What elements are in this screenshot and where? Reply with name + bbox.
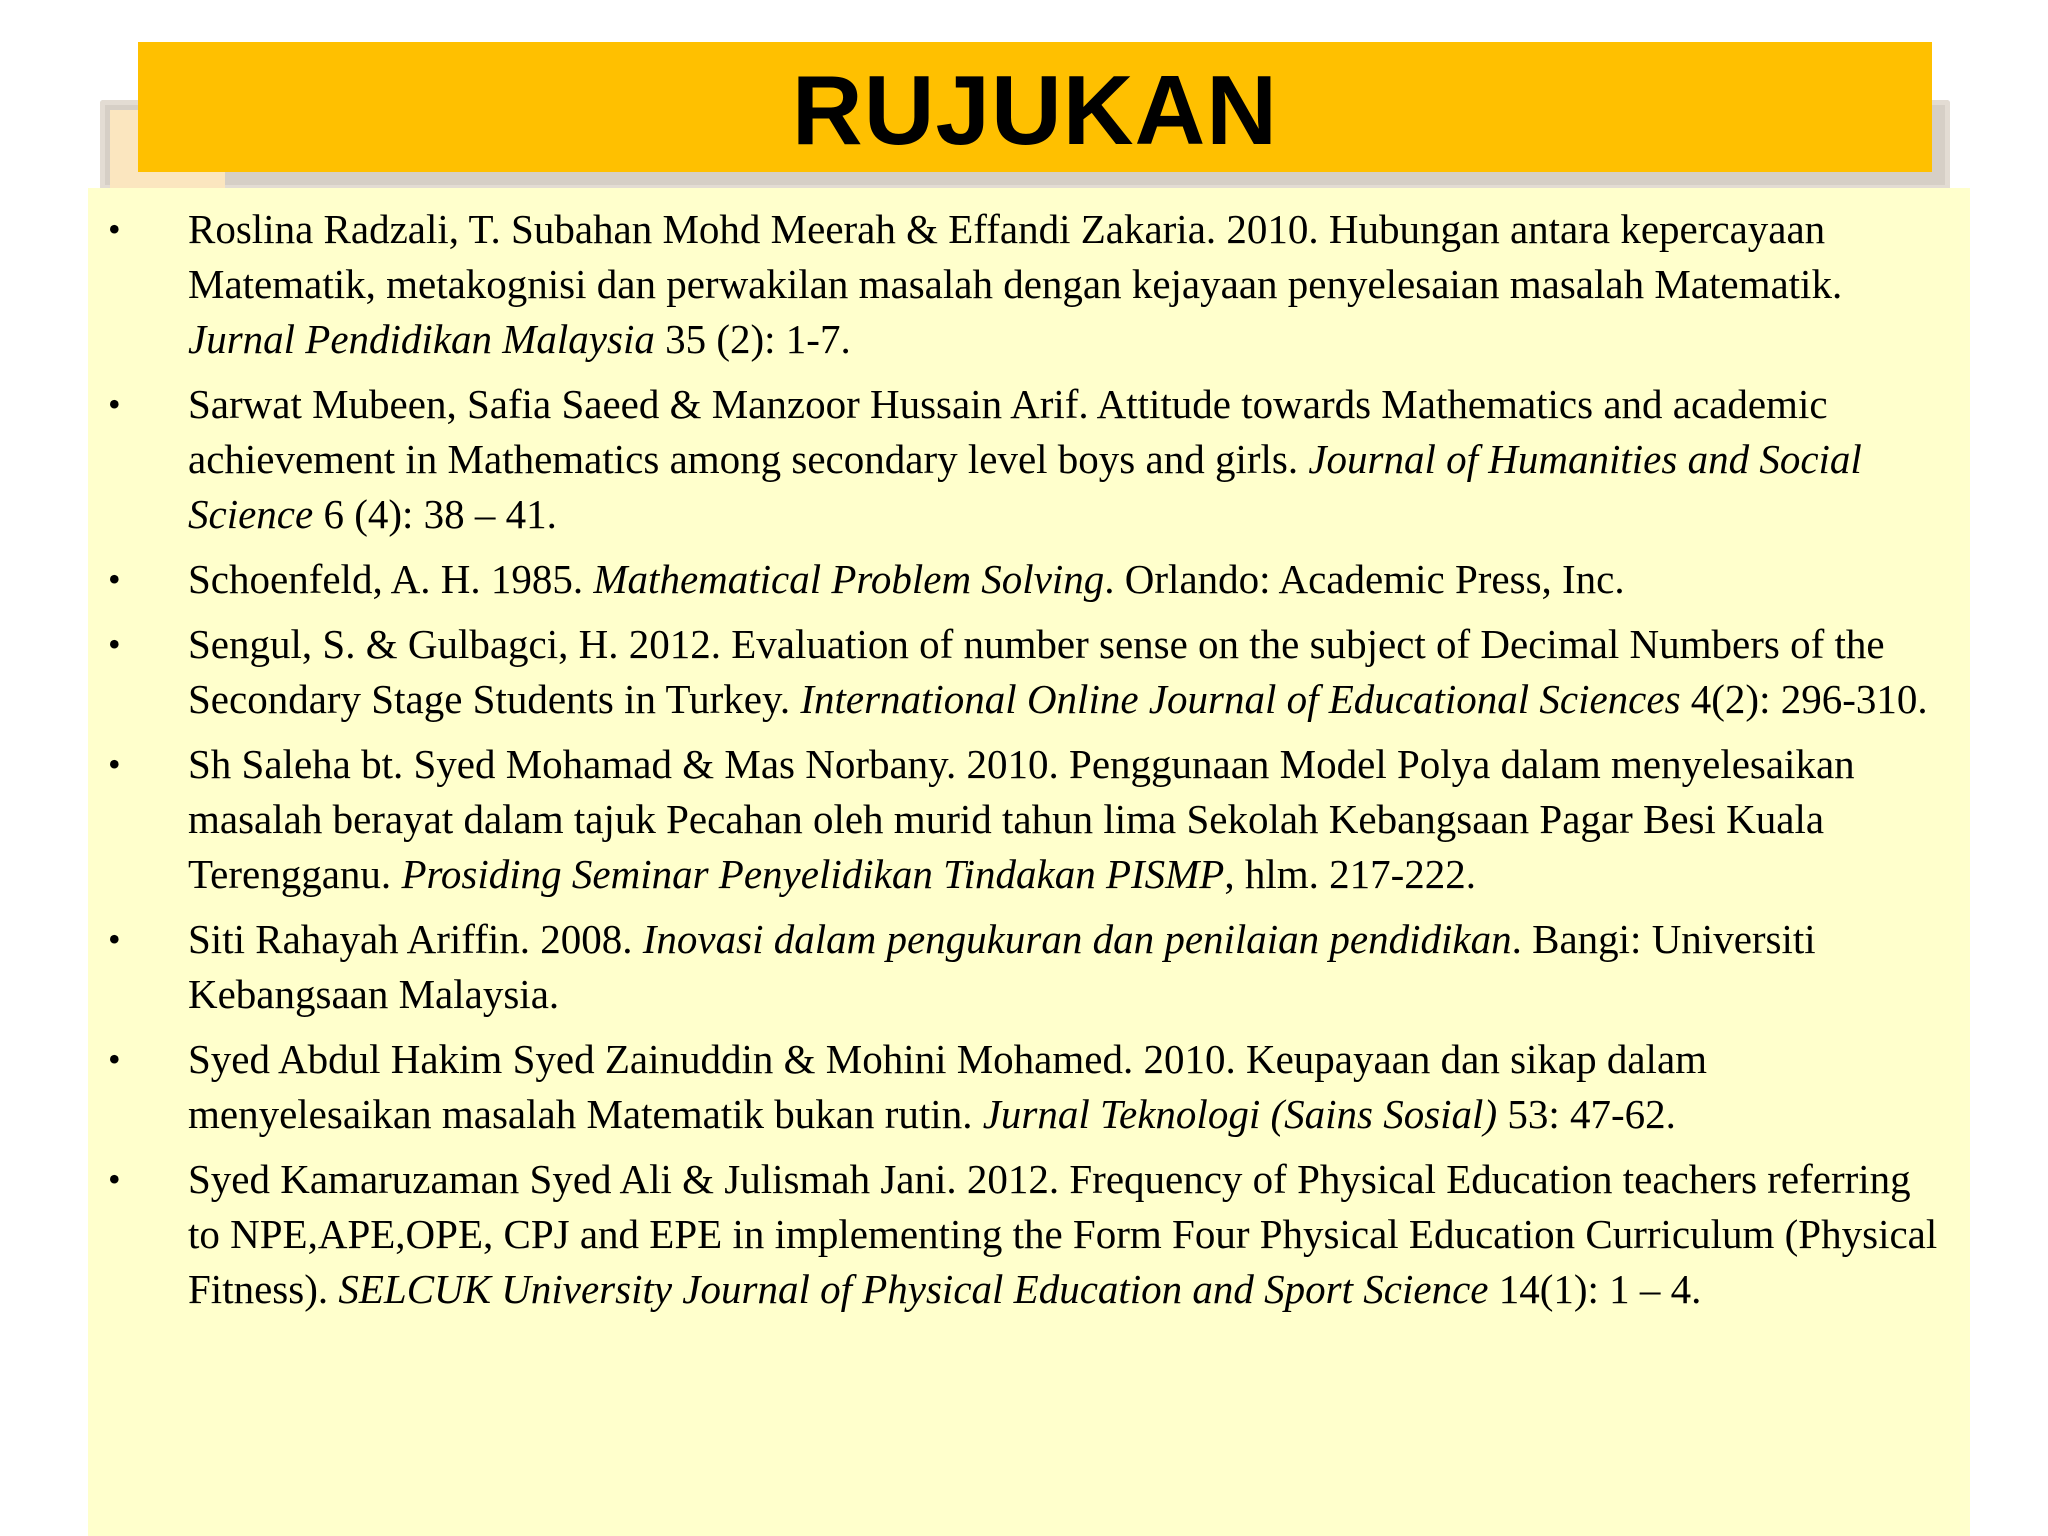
bullet-icon: • (108, 624, 121, 664)
bullet-icon: • (108, 1159, 121, 1199)
reference-body: Sengul, S. & Gulbagci, H. 2012. Evaluation of number sense on the subject of Decimal Numbers of the Secondary Stage Students in Turkey. (188, 621, 1885, 722)
reference-details: 14(1): 1 – 4. (1488, 1266, 1702, 1312)
bullet-icon: • (108, 384, 121, 424)
reference-source: Jurnal Teknologi (Sains Sosial) (982, 1091, 1498, 1137)
reference-item-5 (108, 737, 1948, 902)
reference-source: SELCUK University Journal of Physical Education and Sport Science (338, 1266, 1489, 1312)
reference-body: Syed Kamaruzaman Syed Ali & Julismah Jani. 2012. Frequency of Physical Education teachers referring to NPE,APE,OPE, CPJ and EPE in implementing the Form Four Physical Education Curriculum (Physical Fitness). (188, 1156, 1938, 1312)
reference-text (188, 1156, 1937, 1312)
bullet-icon: • (108, 744, 121, 784)
bullet-icon: • (108, 559, 121, 599)
bullet-icon: • (108, 1039, 121, 1079)
reference-text (188, 381, 1862, 537)
reference-details: . Bangi: Universiti Kebangsaan Malaysia. (188, 916, 1816, 1017)
reference-body: Sh Saleha bt. Syed Mohamad & Mas Norbany. 2010. Penggunaan Model Polya dalam menyelesaikan masalah berayat dalam tajuk Pecahan oleh murid tahun lima Sekolah Kebangsaan Pagar Besi Kuala Terengganu. (188, 741, 1855, 897)
reference-text (188, 621, 1928, 722)
reference-details: , hlm. 217-222. (1224, 851, 1477, 897)
bullet-icon: • (108, 209, 121, 249)
reference-source: Inovasi dalam pengukuran dan penilaian pendidikan (642, 916, 1512, 962)
reference-item-8 (108, 1152, 1948, 1317)
reference-body: Sarwat Mubeen, Safia Saeed & Manzoor Hussain Arif. Attitude towards Mathematics and academic achievement in Mathematics among secondary level boys and girls. (188, 381, 1828, 482)
reference-text (188, 556, 1625, 602)
reference-text (188, 741, 1855, 897)
reference-body: Schoenfeld, A. H. 1985. (188, 556, 594, 602)
reference-item-6 (108, 912, 1948, 1022)
reference-text (188, 206, 1842, 362)
reference-item-3 (108, 552, 1948, 607)
reference-text (188, 1036, 1707, 1137)
reference-source: Prosiding Seminar Penyelidikan Tindakan PISMP (401, 851, 1225, 897)
reference-item-1 (108, 202, 1948, 367)
reference-item-4 (108, 617, 1948, 727)
reference-details: 6 (4): 38 – 41. (313, 491, 557, 537)
reference-list (108, 202, 1948, 1327)
reference-details: . Orlando: Academic Press, Inc. (1104, 556, 1625, 602)
reference-details: 4(2): 296-310. (1680, 676, 1928, 722)
reference-details: 35 (2): 1-7. (654, 316, 851, 362)
reference-source: Journal of Humanities and Social Science (188, 436, 1862, 537)
reference-body: Roslina Radzali, T. Subahan Mohd Meerah & Effandi Zakaria. 2010. Hubungan antara kepercayaan Matematik, metakognisi dan perwakilan masalah dengan kejayaan penyelesaian masalah Matematik. (188, 206, 1843, 307)
reference-source: International Online Journal of Educational Sciences (800, 676, 1681, 722)
reference-text (188, 916, 1816, 1017)
title-bar (138, 42, 1932, 172)
reference-source: Jurnal Pendidikan Malaysia (188, 316, 655, 362)
reference-item-7 (108, 1032, 1948, 1142)
page-title: RUJUKAN (791, 55, 1279, 165)
reference-source: Mathematical Problem Solving (593, 556, 1105, 602)
bullet-icon: • (108, 919, 121, 959)
reference-body: Syed Abdul Hakim Syed Zainuddin & Mohini Mohamed. 2010. Keupayaan dan sikap dalam menyelesaikan masalah Matematik bukan rutin. (188, 1036, 1708, 1137)
reference-item-2 (108, 377, 1948, 542)
reference-details: 53: 47-62. (1497, 1091, 1676, 1137)
reference-body: Siti Rahayah Ariffin. 2008. (188, 916, 643, 962)
